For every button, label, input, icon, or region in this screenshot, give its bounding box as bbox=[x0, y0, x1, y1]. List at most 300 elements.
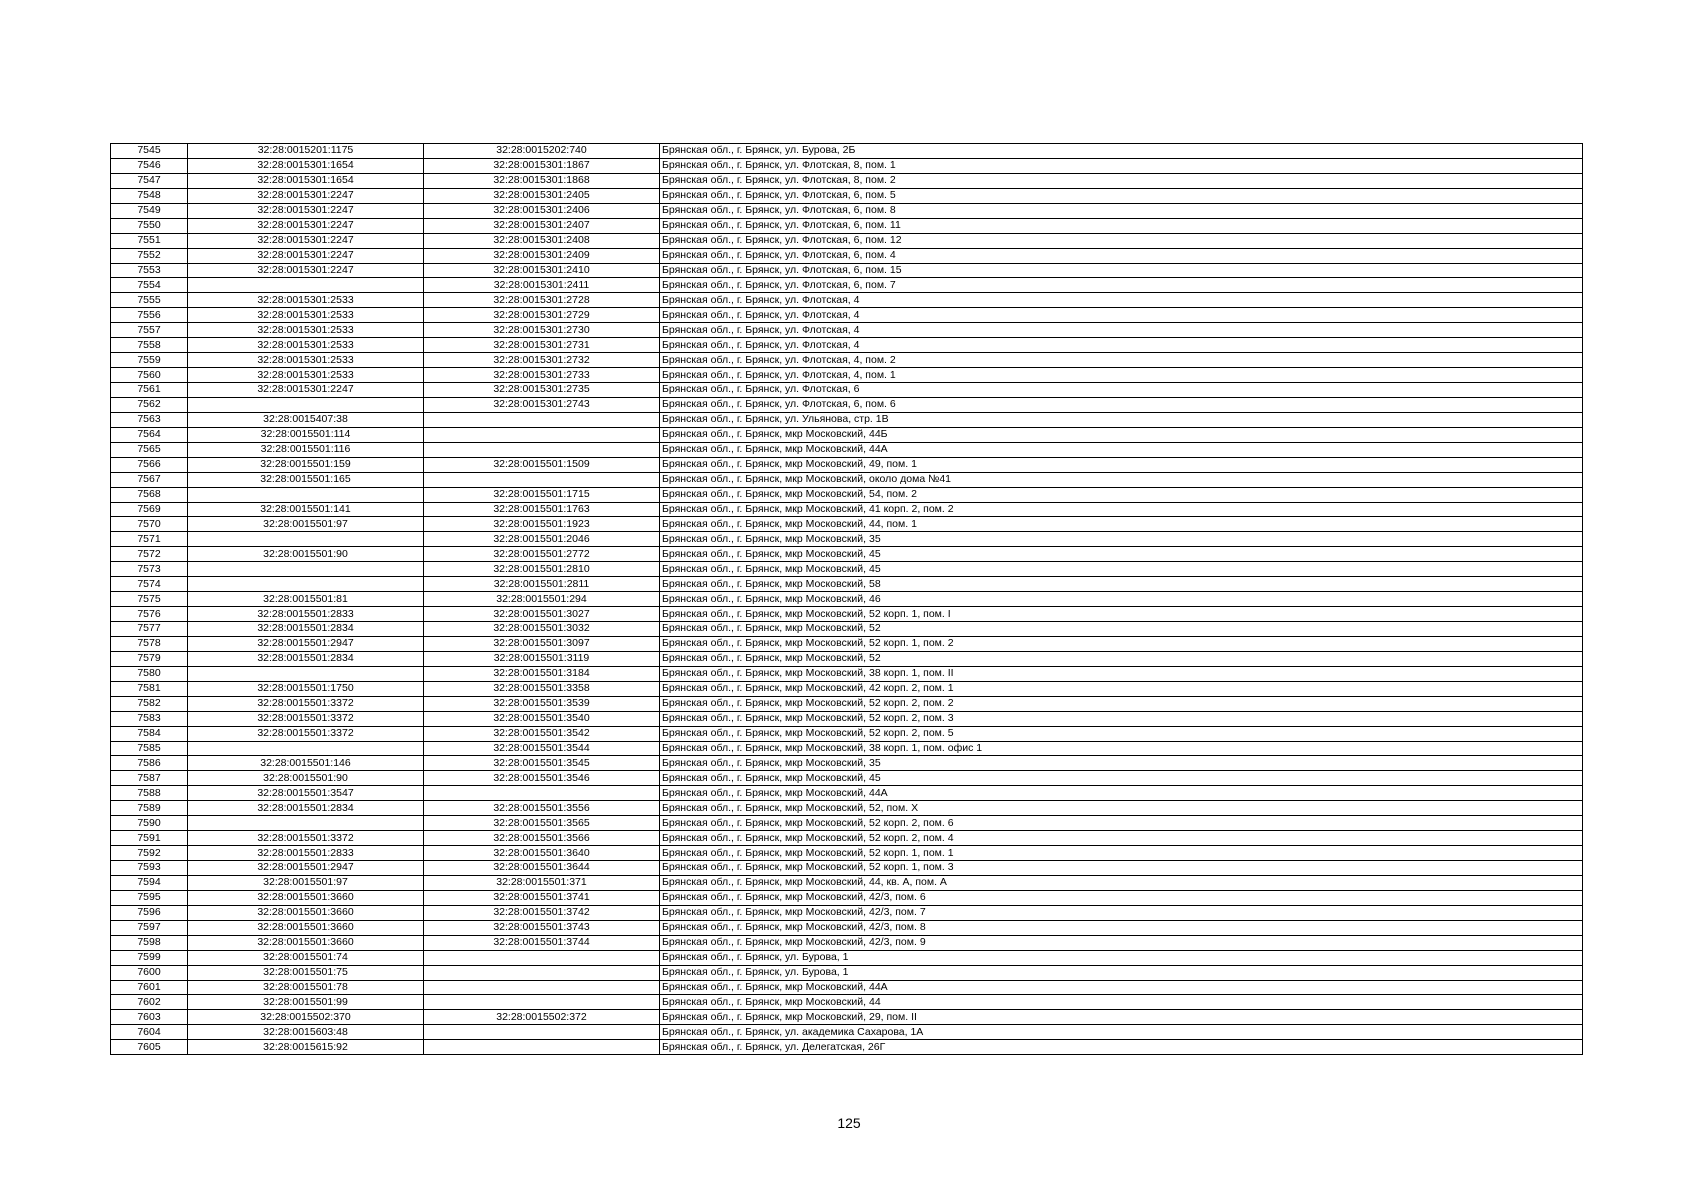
address-cell: Брянская обл., г. Брянск, ул. Флотская, 8, пом. 1 bbox=[660, 158, 1583, 173]
parent-cadastral-cell: 32:28:0015501:90 bbox=[188, 771, 424, 786]
table-row bbox=[111, 502, 1583, 517]
table-row bbox=[111, 233, 1583, 248]
cadastral-number-cell: 32:28:0015501:1715 bbox=[424, 487, 660, 502]
row-number-cell: 7546 bbox=[111, 158, 188, 173]
row-number-cell: 7605 bbox=[111, 1040, 188, 1055]
table-row bbox=[111, 547, 1583, 562]
parent-cadastral-cell bbox=[188, 487, 424, 502]
parent-cadastral-cell: 32:28:0015501:2834 bbox=[188, 651, 424, 666]
parent-cadastral-cell: 32:28:0015501:1750 bbox=[188, 681, 424, 696]
table-row bbox=[111, 622, 1583, 637]
parent-cadastral-cell: 32:28:0015301:2533 bbox=[188, 308, 424, 323]
cadastral-number-cell: 32:28:0015301:2735 bbox=[424, 383, 660, 398]
parent-cadastral-cell: 32:28:0015501:3372 bbox=[188, 696, 424, 711]
cadastral-number-cell bbox=[424, 995, 660, 1010]
cadastral-number-cell: 32:28:0015501:3540 bbox=[424, 711, 660, 726]
address-cell: Брянская обл., г. Брянск, ул. Флотская, 6 bbox=[660, 383, 1583, 398]
row-number-cell: 7559 bbox=[111, 353, 188, 368]
table-row bbox=[111, 353, 1583, 368]
table-row bbox=[111, 577, 1583, 592]
table-row bbox=[111, 741, 1583, 756]
address-cell: Брянская обл., г. Брянск, мкр Московский, 52 корп. 2, пом. 2 bbox=[660, 696, 1583, 711]
table-row bbox=[111, 188, 1583, 203]
parent-cadastral-cell: 32:28:0015301:2533 bbox=[188, 338, 424, 353]
cadastral-number-cell: 32:28:0015501:371 bbox=[424, 875, 660, 890]
table-row bbox=[111, 248, 1583, 263]
address-cell: Брянская обл., г. Брянск, мкр Московский, 35 bbox=[660, 532, 1583, 547]
address-cell: Брянская обл., г. Брянск, мкр Московский, 52 корп. 2, пом. 5 bbox=[660, 726, 1583, 741]
parent-cadastral-cell: 32:28:0015501:3372 bbox=[188, 726, 424, 741]
cadastral-number-cell: 32:28:0015301:2408 bbox=[424, 233, 660, 248]
row-number-cell: 7547 bbox=[111, 173, 188, 188]
parent-cadastral-cell: 32:28:0015501:3660 bbox=[188, 890, 424, 905]
address-cell: Брянская обл., г. Брянск, ул. Флотская, 4 bbox=[660, 293, 1583, 308]
parent-cadastral-cell: 32:28:0015603:48 bbox=[188, 1025, 424, 1040]
parent-cadastral-cell bbox=[188, 741, 424, 756]
parent-cadastral-cell: 32:28:0015301:2247 bbox=[188, 263, 424, 278]
address-cell: Брянская обл., г. Брянск, ул. Бурова, 1 bbox=[660, 950, 1583, 965]
row-number-cell: 7555 bbox=[111, 293, 188, 308]
cadastral-number-cell: 32:28:0015501:1923 bbox=[424, 517, 660, 532]
table-row bbox=[111, 517, 1583, 532]
parent-cadastral-cell bbox=[188, 666, 424, 681]
address-cell: Брянская обл., г. Брянск, мкр Московский, 44, кв. А, пом. А bbox=[660, 875, 1583, 890]
cadastral-number-cell: 32:28:0015301:2407 bbox=[424, 218, 660, 233]
parent-cadastral-cell: 32:28:0015301:2247 bbox=[188, 383, 424, 398]
table-row bbox=[111, 816, 1583, 831]
parent-cadastral-cell bbox=[188, 816, 424, 831]
table-row bbox=[111, 368, 1583, 383]
table-row bbox=[111, 1040, 1583, 1055]
address-cell: Брянская обл., г. Брянск, мкр Московский, 52 bbox=[660, 622, 1583, 637]
cadastral-number-cell: 32:28:0015501:3032 bbox=[424, 622, 660, 637]
cadastral-number-cell: 32:28:0015301:2730 bbox=[424, 323, 660, 338]
table-row bbox=[111, 144, 1583, 159]
address-cell: Брянская обл., г. Брянск, мкр Московский, 45 bbox=[660, 771, 1583, 786]
address-cell: Брянская обл., г. Брянск, ул. Делегатская, 26Г bbox=[660, 1040, 1583, 1055]
table-row bbox=[111, 905, 1583, 920]
address-cell: Брянская обл., г. Брянск, ул. Флотская, 8, пом. 2 bbox=[660, 173, 1583, 188]
row-number-cell: 7545 bbox=[111, 144, 188, 159]
row-number-cell: 7603 bbox=[111, 1010, 188, 1025]
row-number-cell: 7592 bbox=[111, 846, 188, 861]
row-number-cell: 7604 bbox=[111, 1025, 188, 1040]
table-row bbox=[111, 203, 1583, 218]
cadastral-number-cell: 32:28:0015501:2772 bbox=[424, 547, 660, 562]
cadastral-number-cell bbox=[424, 442, 660, 457]
table-row bbox=[111, 681, 1583, 696]
row-number-cell: 7570 bbox=[111, 517, 188, 532]
parent-cadastral-cell: 32:28:0015301:1654 bbox=[188, 173, 424, 188]
address-cell: Брянская обл., г. Брянск, ул. Бурова, 1 bbox=[660, 965, 1583, 980]
address-cell: Брянская обл., г. Брянск, мкр Московский, 54, пом. 2 bbox=[660, 487, 1583, 502]
cadastral-number-cell: 32:28:0015301:1867 bbox=[424, 158, 660, 173]
cadastral-number-cell: 32:28:0015301:2733 bbox=[424, 368, 660, 383]
parent-cadastral-cell: 32:28:0015501:3660 bbox=[188, 905, 424, 920]
table-row bbox=[111, 397, 1583, 412]
cadastral-number-cell: 32:28:0015501:2811 bbox=[424, 577, 660, 592]
parent-cadastral-cell: 32:28:0015301:2533 bbox=[188, 323, 424, 338]
address-cell: Брянская обл., г. Брянск, ул. Флотская, 6, пом. 8 bbox=[660, 203, 1583, 218]
row-number-cell: 7563 bbox=[111, 412, 188, 427]
row-number-cell: 7602 bbox=[111, 995, 188, 1010]
address-cell: Брянская обл., г. Брянск, мкр Московский, 46 bbox=[660, 592, 1583, 607]
address-cell: Брянская обл., г. Брянск, ул. Флотская, 4, пом. 2 bbox=[660, 353, 1583, 368]
table-row bbox=[111, 995, 1583, 1010]
table-row bbox=[111, 786, 1583, 801]
table-row bbox=[111, 801, 1583, 816]
address-cell: Брянская обл., г. Брянск, мкр Московский, 44А bbox=[660, 980, 1583, 995]
cadastral-number-cell bbox=[424, 786, 660, 801]
parent-cadastral-cell: 32:28:0015501:141 bbox=[188, 502, 424, 517]
row-number-cell: 7557 bbox=[111, 323, 188, 338]
address-cell: Брянская обл., г. Брянск, ул. Флотская, 6, пом. 4 bbox=[660, 248, 1583, 263]
address-cell: Брянская обл., г. Брянск, мкр Московский, 42/3, пом. 6 bbox=[660, 890, 1583, 905]
cadastral-number-cell: 32:28:0015301:2732 bbox=[424, 353, 660, 368]
row-number-cell: 7578 bbox=[111, 636, 188, 651]
address-cell: Брянская обл., г. Брянск, мкр Московский, 44 bbox=[660, 995, 1583, 1010]
address-cell: Брянская обл., г. Брянск, мкр Московский, 52 корп. 1, пом. I bbox=[660, 607, 1583, 622]
table-row bbox=[111, 861, 1583, 876]
row-number-cell: 7556 bbox=[111, 308, 188, 323]
address-cell: Брянская обл., г. Брянск, мкр Московский, 52, пом. X bbox=[660, 801, 1583, 816]
parent-cadastral-cell: 32:28:0015407:38 bbox=[188, 412, 424, 427]
row-number-cell: 7594 bbox=[111, 875, 188, 890]
cadastral-number-cell: 32:28:0015301:2405 bbox=[424, 188, 660, 203]
table-row bbox=[111, 890, 1583, 905]
table-row bbox=[111, 651, 1583, 666]
parent-cadastral-cell: 32:28:0015301:1654 bbox=[188, 158, 424, 173]
cadastral-number-cell: 32:28:0015501:3556 bbox=[424, 801, 660, 816]
table-row bbox=[111, 592, 1583, 607]
table-row bbox=[111, 726, 1583, 741]
parent-cadastral-cell: 32:28:0015501:2947 bbox=[188, 861, 424, 876]
cadastral-number-cell bbox=[424, 980, 660, 995]
row-number-cell: 7597 bbox=[111, 920, 188, 935]
table-row bbox=[111, 980, 1583, 995]
cadastral-number-cell bbox=[424, 1040, 660, 1055]
cadastral-number-cell: 32:28:0015501:3027 bbox=[424, 607, 660, 622]
table-row bbox=[111, 696, 1583, 711]
row-number-cell: 7551 bbox=[111, 233, 188, 248]
table-row bbox=[111, 711, 1583, 726]
row-number-cell: 7553 bbox=[111, 263, 188, 278]
cadastral-number-cell: 32:28:0015501:3097 bbox=[424, 636, 660, 651]
row-number-cell: 7548 bbox=[111, 188, 188, 203]
row-number-cell: 7549 bbox=[111, 203, 188, 218]
row-number-cell: 7572 bbox=[111, 547, 188, 562]
address-cell: Брянская обл., г. Брянск, мкр Московский, 29, пом. II bbox=[660, 1010, 1583, 1025]
table-row bbox=[111, 532, 1583, 547]
parent-cadastral-cell: 32:28:0015501:90 bbox=[188, 547, 424, 562]
row-number-cell: 7590 bbox=[111, 816, 188, 831]
row-number-cell: 7565 bbox=[111, 442, 188, 457]
parent-cadastral-cell: 32:28:0015301:2247 bbox=[188, 233, 424, 248]
cadastral-number-cell: 32:28:0015501:2810 bbox=[424, 562, 660, 577]
parent-cadastral-cell: 32:28:0015301:2247 bbox=[188, 188, 424, 203]
cadastral-number-cell: 32:28:0015501:3743 bbox=[424, 920, 660, 935]
cadastral-number-cell: 32:28:0015501:3184 bbox=[424, 666, 660, 681]
cadastral-number-cell: 32:28:0015501:3744 bbox=[424, 935, 660, 950]
row-number-cell: 7550 bbox=[111, 218, 188, 233]
address-cell: Брянская обл., г. Брянск, мкр Московский, 58 bbox=[660, 577, 1583, 592]
address-cell: Брянская обл., г. Брянск, мкр Московский, 35 bbox=[660, 756, 1583, 771]
table-row bbox=[111, 935, 1583, 950]
cadastral-number-cell: 32:28:0015501:2046 bbox=[424, 532, 660, 547]
table-row bbox=[111, 666, 1583, 681]
row-number-cell: 7582 bbox=[111, 696, 188, 711]
address-cell: Брянская обл., г. Брянск, мкр Московский, 42 корп. 2, пом. 1 bbox=[660, 681, 1583, 696]
parent-cadastral-cell: 32:28:0015615:92 bbox=[188, 1040, 424, 1055]
cadastral-number-cell: 32:28:0015501:3544 bbox=[424, 741, 660, 756]
cadastral-number-cell: 32:28:0015301:2410 bbox=[424, 263, 660, 278]
address-cell: Брянская обл., г. Брянск, мкр Московский, 44, пом. 1 bbox=[660, 517, 1583, 532]
table-row bbox=[111, 442, 1583, 457]
row-number-cell: 7580 bbox=[111, 666, 188, 681]
row-number-cell: 7560 bbox=[111, 368, 188, 383]
table-row bbox=[111, 308, 1583, 323]
row-number-cell: 7554 bbox=[111, 278, 188, 293]
parent-cadastral-cell: 32:28:0015501:146 bbox=[188, 756, 424, 771]
cadastral-number-cell: 32:28:0015501:3742 bbox=[424, 905, 660, 920]
address-cell: Брянская обл., г. Брянск, ул. Флотская, 6, пом. 12 bbox=[660, 233, 1583, 248]
address-cell: Брянская обл., г. Брянск, мкр Московский, 52 корп. 2, пом. 4 bbox=[660, 831, 1583, 846]
table-row bbox=[111, 562, 1583, 577]
cadastral-number-cell: 32:28:0015301:2729 bbox=[424, 308, 660, 323]
table-row bbox=[111, 487, 1583, 502]
cadastral-number-cell: 32:28:0015501:3566 bbox=[424, 831, 660, 846]
address-cell: Брянская обл., г. Брянск, ул. Флотская, 6, пом. 5 bbox=[660, 188, 1583, 203]
parent-cadastral-cell: 32:28:0015301:2247 bbox=[188, 248, 424, 263]
row-number-cell: 7576 bbox=[111, 607, 188, 622]
cadastral-number-cell: 32:28:0015301:2728 bbox=[424, 293, 660, 308]
cadastral-number-cell: 32:28:0015501:3542 bbox=[424, 726, 660, 741]
parent-cadastral-cell: 32:28:0015301:2247 bbox=[188, 218, 424, 233]
table-row bbox=[111, 875, 1583, 890]
address-cell: Брянская обл., г. Брянск, ул. Флотская, 6, пом. 7 bbox=[660, 278, 1583, 293]
address-cell: Брянская обл., г. Брянск, ул. Флотская, 6, пом. 11 bbox=[660, 218, 1583, 233]
parent-cadastral-cell: 32:28:0015501:3372 bbox=[188, 831, 424, 846]
cadastral-number-cell: 32:28:0015301:2406 bbox=[424, 203, 660, 218]
parent-cadastral-cell: 32:28:0015501:116 bbox=[188, 442, 424, 457]
row-number-cell: 7600 bbox=[111, 965, 188, 980]
parent-cadastral-cell: 32:28:0015502:370 bbox=[188, 1010, 424, 1025]
table-row bbox=[111, 920, 1583, 935]
row-number-cell: 7552 bbox=[111, 248, 188, 263]
address-cell: Брянская обл., г. Брянск, ул. Флотская, 6, пом. 15 bbox=[660, 263, 1583, 278]
table-row bbox=[111, 1010, 1583, 1025]
table-row bbox=[111, 457, 1583, 472]
parent-cadastral-cell: 32:28:0015501:81 bbox=[188, 592, 424, 607]
row-number-cell: 7596 bbox=[111, 905, 188, 920]
parent-cadastral-cell: 32:28:0015301:2533 bbox=[188, 293, 424, 308]
cadastral-number-cell: 32:28:0015301:2731 bbox=[424, 338, 660, 353]
address-cell: Брянская обл., г. Брянск, мкр Московский, 52 корп. 1, пом. 2 bbox=[660, 636, 1583, 651]
cadastral-number-cell bbox=[424, 427, 660, 442]
cadastral-number-cell: 32:28:0015501:3565 bbox=[424, 816, 660, 831]
table-row bbox=[111, 756, 1583, 771]
parent-cadastral-cell: 32:28:0015501:2834 bbox=[188, 622, 424, 637]
cadastral-number-cell: 32:28:0015301:2411 bbox=[424, 278, 660, 293]
parent-cadastral-cell bbox=[188, 577, 424, 592]
cadastral-number-cell: 32:28:0015501:3644 bbox=[424, 861, 660, 876]
row-number-cell: 7577 bbox=[111, 622, 188, 637]
address-cell: Брянская обл., г. Брянск, ул. Ульянова, стр. 1В bbox=[660, 412, 1583, 427]
table-row bbox=[111, 218, 1583, 233]
cadastral-number-cell: 32:28:0015501:3545 bbox=[424, 756, 660, 771]
table-row bbox=[111, 950, 1583, 965]
parent-cadastral-cell: 32:28:0015501:159 bbox=[188, 457, 424, 472]
row-number-cell: 7575 bbox=[111, 592, 188, 607]
cadastral-number-cell: 32:28:0015501:3539 bbox=[424, 696, 660, 711]
address-cell: Брянская обл., г. Брянск, мкр Московский, 52 корп. 2, пом. 3 bbox=[660, 711, 1583, 726]
cadastral-number-cell: 32:28:0015502:372 bbox=[424, 1010, 660, 1025]
table-row bbox=[111, 831, 1583, 846]
cadastral-number-cell bbox=[424, 1025, 660, 1040]
address-cell: Брянская обл., г. Брянск, мкр Московский, 42/3, пом. 7 bbox=[660, 905, 1583, 920]
row-number-cell: 7564 bbox=[111, 427, 188, 442]
parent-cadastral-cell bbox=[188, 278, 424, 293]
address-cell: Брянская обл., г. Брянск, мкр Московский, 44А bbox=[660, 442, 1583, 457]
table-row bbox=[111, 293, 1583, 308]
table-row bbox=[111, 412, 1583, 427]
address-cell: Брянская обл., г. Брянск, ул. Флотская, 4, пом. 1 bbox=[660, 368, 1583, 383]
row-number-cell: 7569 bbox=[111, 502, 188, 517]
address-cell: Брянская обл., г. Брянск, мкр Московский, 44Б bbox=[660, 427, 1583, 442]
cadastral-number-cell: 32:28:0015501:3741 bbox=[424, 890, 660, 905]
row-number-cell: 7567 bbox=[111, 472, 188, 487]
cadastral-number-cell: 32:28:0015501:1509 bbox=[424, 457, 660, 472]
cadastral-number-cell bbox=[424, 412, 660, 427]
table-row bbox=[111, 1025, 1583, 1040]
parent-cadastral-cell: 32:28:0015501:165 bbox=[188, 472, 424, 487]
cadastral-number-cell: 32:28:0015202:740 bbox=[424, 144, 660, 159]
parent-cadastral-cell: 32:28:0015501:78 bbox=[188, 980, 424, 995]
cadastral-number-cell: 32:28:0015301:2743 bbox=[424, 397, 660, 412]
row-number-cell: 7568 bbox=[111, 487, 188, 502]
row-number-cell: 7601 bbox=[111, 980, 188, 995]
address-cell: Брянская обл., г. Брянск, мкр Московский, 44А bbox=[660, 786, 1583, 801]
cadastral-number-cell bbox=[424, 472, 660, 487]
row-number-cell: 7573 bbox=[111, 562, 188, 577]
cadastral-number-cell: 32:28:0015501:1763 bbox=[424, 502, 660, 517]
row-number-cell: 7579 bbox=[111, 651, 188, 666]
table-row bbox=[111, 158, 1583, 173]
address-cell: Брянская обл., г. Брянск, ул. академика Сахарова, 1А bbox=[660, 1025, 1583, 1040]
address-cell: Брянская обл., г. Брянск, мкр Московский, 38 корп. 1, пом. II bbox=[660, 666, 1583, 681]
parent-cadastral-cell bbox=[188, 562, 424, 577]
address-cell: Брянская обл., г. Брянск, ул. Бурова, 2Б bbox=[660, 144, 1583, 159]
address-cell: Брянская обл., г. Брянск, мкр Московский, 42/3, пом. 9 bbox=[660, 935, 1583, 950]
table-row bbox=[111, 771, 1583, 786]
address-cell: Брянская обл., г. Брянск, ул. Флотская, 4 bbox=[660, 338, 1583, 353]
address-cell: Брянская обл., г. Брянск, ул. Флотская, 4 bbox=[660, 308, 1583, 323]
row-number-cell: 7587 bbox=[111, 771, 188, 786]
address-cell: Брянская обл., г. Брянск, мкр Московский, 52 корп. 1, пом. 1 bbox=[660, 846, 1583, 861]
parent-cadastral-cell: 32:28:0015301:2533 bbox=[188, 368, 424, 383]
address-cell: Брянская обл., г. Брянск, ул. Флотская, 4 bbox=[660, 323, 1583, 338]
parent-cadastral-cell: 32:28:0015501:97 bbox=[188, 875, 424, 890]
parent-cadastral-cell: 32:28:0015501:3547 bbox=[188, 786, 424, 801]
address-cell: Брянская обл., г. Брянск, мкр Московский, 45 bbox=[660, 562, 1583, 577]
table-row bbox=[111, 965, 1583, 980]
row-number-cell: 7591 bbox=[111, 831, 188, 846]
table-row bbox=[111, 846, 1583, 861]
parent-cadastral-cell: 32:28:0015201:1175 bbox=[188, 144, 424, 159]
table-row bbox=[111, 636, 1583, 651]
parent-cadastral-cell: 32:28:0015501:3660 bbox=[188, 935, 424, 950]
address-cell: Брянская обл., г. Брянск, мкр Московский, 52 bbox=[660, 651, 1583, 666]
address-cell: Брянская обл., г. Брянск, мкр Московский, 45 bbox=[660, 547, 1583, 562]
parent-cadastral-cell: 32:28:0015501:3660 bbox=[188, 920, 424, 935]
cadastral-number-cell: 32:28:0015301:2409 bbox=[424, 248, 660, 263]
address-cell: Брянская обл., г. Брянск, мкр Московский, 41 корп. 2, пом. 2 bbox=[660, 502, 1583, 517]
parent-cadastral-cell: 32:28:0015501:3372 bbox=[188, 711, 424, 726]
address-cell: Брянская обл., г. Брянск, мкр Московский, около дома №41 bbox=[660, 472, 1583, 487]
table-row bbox=[111, 263, 1583, 278]
row-number-cell: 7586 bbox=[111, 756, 188, 771]
row-number-cell: 7571 bbox=[111, 532, 188, 547]
parent-cadastral-cell: 32:28:0015501:97 bbox=[188, 517, 424, 532]
table-row bbox=[111, 338, 1583, 353]
parent-cadastral-cell bbox=[188, 397, 424, 412]
cadastral-number-cell: 32:28:0015501:3546 bbox=[424, 771, 660, 786]
row-number-cell: 7566 bbox=[111, 457, 188, 472]
page-number: 125 bbox=[837, 1115, 861, 1131]
address-cell: Брянская обл., г. Брянск, мкр Московский, 42/3, пом. 8 bbox=[660, 920, 1583, 935]
cadastral-number-cell bbox=[424, 965, 660, 980]
parent-cadastral-cell: 32:28:0015501:2833 bbox=[188, 846, 424, 861]
row-number-cell: 7562 bbox=[111, 397, 188, 412]
cadastral-number-cell: 32:28:0015301:1868 bbox=[424, 173, 660, 188]
table-row bbox=[111, 427, 1583, 442]
table-row bbox=[111, 607, 1583, 622]
table-row bbox=[111, 173, 1583, 188]
parent-cadastral-cell: 32:28:0015501:2947 bbox=[188, 636, 424, 651]
cadastral-number-cell: 32:28:0015501:294 bbox=[424, 592, 660, 607]
row-number-cell: 7589 bbox=[111, 801, 188, 816]
address-cell: Брянская обл., г. Брянск, мкр Московский, 49, пом. 1 bbox=[660, 457, 1583, 472]
parent-cadastral-cell: 32:28:0015501:99 bbox=[188, 995, 424, 1010]
parent-cadastral-cell: 32:28:0015501:2833 bbox=[188, 607, 424, 622]
cadastral-number-cell: 32:28:0015501:3640 bbox=[424, 846, 660, 861]
parent-cadastral-cell: 32:28:0015301:2247 bbox=[188, 203, 424, 218]
registry-table bbox=[110, 143, 1583, 1055]
cadastral-number-cell bbox=[424, 950, 660, 965]
row-number-cell: 7599 bbox=[111, 950, 188, 965]
parent-cadastral-cell: 32:28:0015501:74 bbox=[188, 950, 424, 965]
row-number-cell: 7595 bbox=[111, 890, 188, 905]
address-cell: Брянская обл., г. Брянск, мкр Московский, 38 корп. 1, пом. офис 1 bbox=[660, 741, 1583, 756]
table-row bbox=[111, 472, 1583, 487]
registry-table-body bbox=[111, 144, 1583, 1055]
row-number-cell: 7561 bbox=[111, 383, 188, 398]
row-number-cell: 7581 bbox=[111, 681, 188, 696]
row-number-cell: 7574 bbox=[111, 577, 188, 592]
address-cell: Брянская обл., г. Брянск, мкр Московский, 52 корп. 1, пом. 3 bbox=[660, 861, 1583, 876]
parent-cadastral-cell: 32:28:0015501:75 bbox=[188, 965, 424, 980]
table-row bbox=[111, 278, 1583, 293]
row-number-cell: 7593 bbox=[111, 861, 188, 876]
row-number-cell: 7598 bbox=[111, 935, 188, 950]
row-number-cell: 7584 bbox=[111, 726, 188, 741]
row-number-cell: 7588 bbox=[111, 786, 188, 801]
parent-cadastral-cell: 32:28:0015301:2533 bbox=[188, 353, 424, 368]
address-cell: Брянская обл., г. Брянск, мкр Московский, 52 корп. 2, пом. 6 bbox=[660, 816, 1583, 831]
address-cell: Брянская обл., г. Брянск, ул. Флотская, 6, пом. 6 bbox=[660, 397, 1583, 412]
parent-cadastral-cell: 32:28:0015501:114 bbox=[188, 427, 424, 442]
table-row bbox=[111, 383, 1583, 398]
